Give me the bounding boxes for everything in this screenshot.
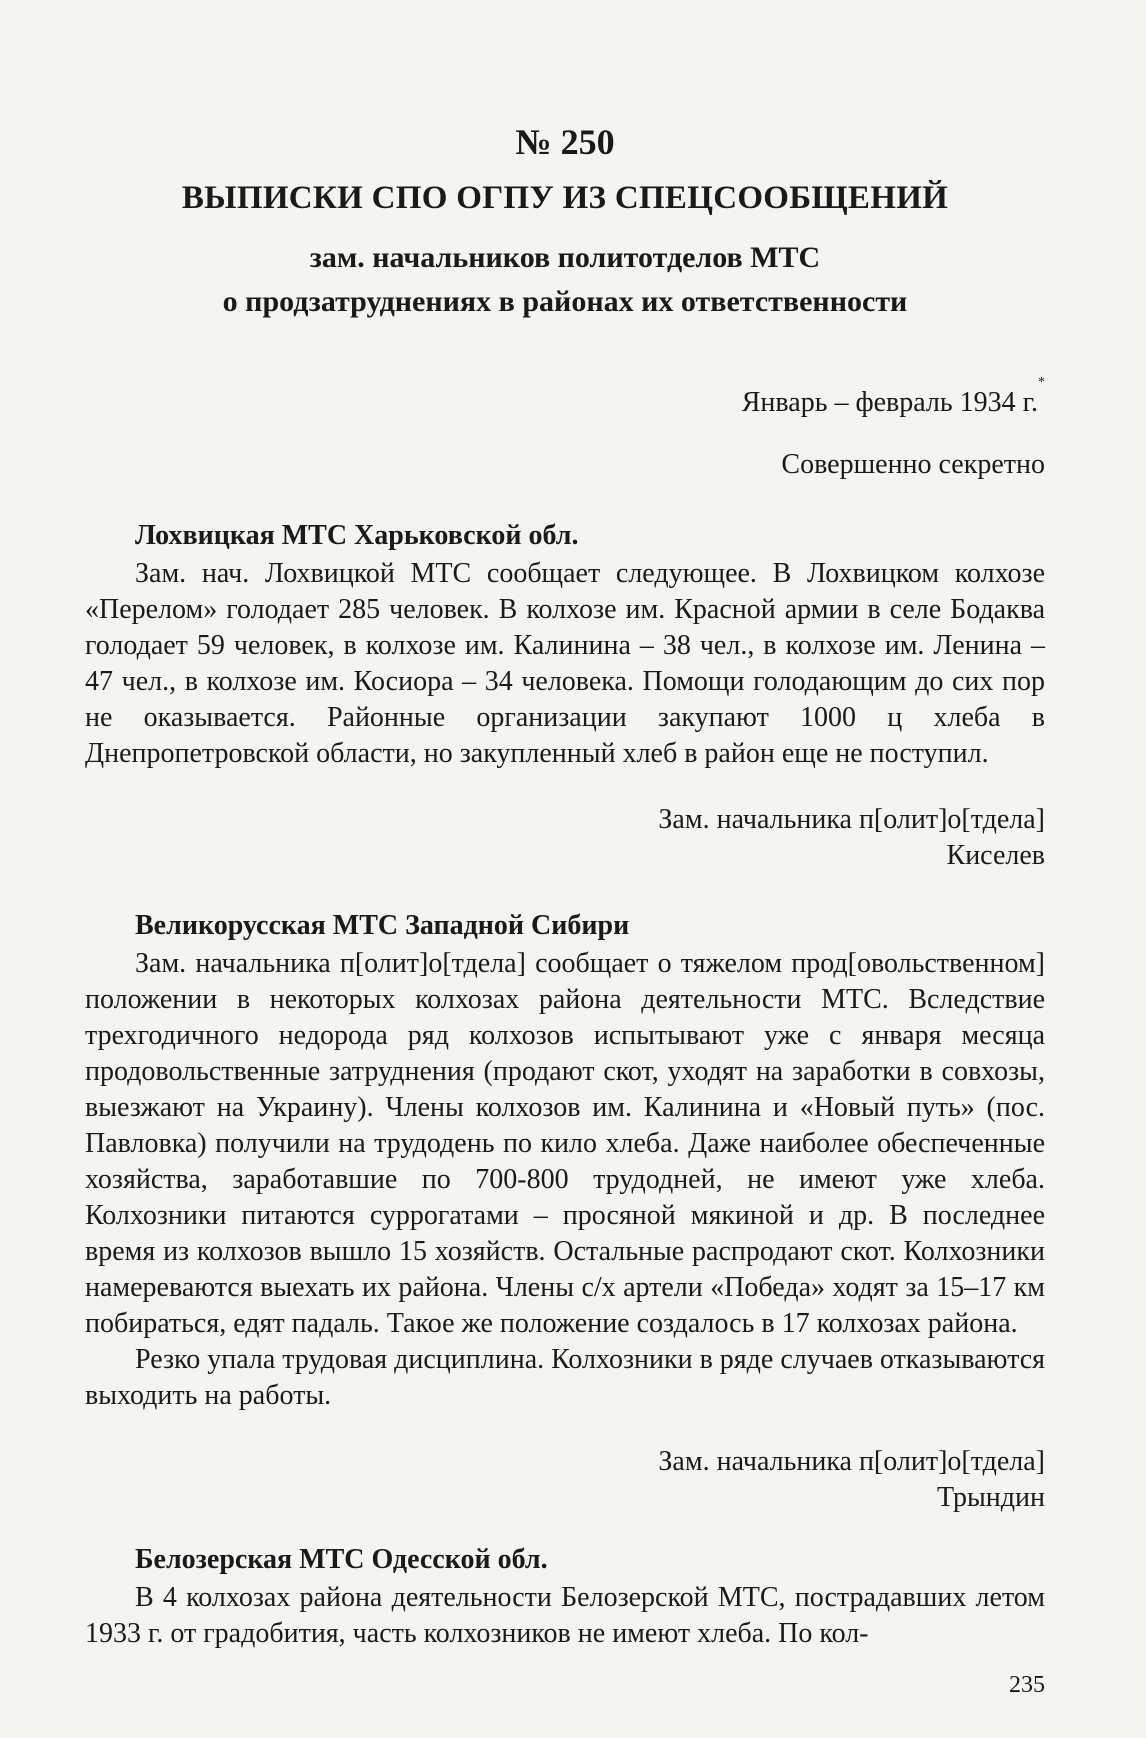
signature-title: Зам. начальника п[олит]о[тдела] (658, 1446, 1045, 1477)
signature-block (85, 1444, 1045, 1516)
subtitle-line: о продзатруднениях в районах их ответственности (222, 285, 908, 318)
section-heading: Великорусская МТС Западной Сибири (135, 910, 630, 941)
document-number: № 250 (515, 122, 615, 162)
section-paragraph: Зам. начальника п[олит]о[тдела] сообщает о тяжелом прод[овольственном] положении в некоторых колхозах района деятельности МТС. Вследствие трехгодичного недорода ряд колхозов испытывают уже с января месяца продовольственные затруднения (продают скот, уходят на заработки в совхозы, выезжают на Украину). Члены колхозов им. Калинина и «Новый путь» (пос. Павловка) получили на трудодень по кило хлеба. Даже наиболее обеспеченные хозяйства, заработавшие по 700-800 трудодней, не имеют уже хлеба. Колхозники питаются суррогатами – просяной мякиной и др. В последнее время из колхозов вышло 15 хозяйств. Остальные распродают скот. Колхозники намереваются выехать их района. Члены с/х артели «Победа» ходят за 15–17 км побираться, едят падаль. Такое же положение создалось в 17 колхозах района. (85, 948, 1045, 1339)
document-date (741, 375, 1045, 421)
section-paragraph: Резко упала трудовая дисциплина. Колхозники в ряде случаев отказываются выходить на работы. (85, 1344, 1045, 1411)
document-subtitle (85, 236, 1045, 324)
date-text: Январь – февраль 1934 г. (741, 387, 1038, 418)
signature-name: Киселев (946, 840, 1045, 871)
section-velikorusskaya (85, 908, 1045, 1516)
signature-name: Трындин (936, 1482, 1045, 1513)
section-lokhvitskaya (85, 518, 1045, 874)
section-heading: Белозерская МТС Одесской обл. (135, 1544, 548, 1575)
document-page (85, 0, 1045, 1738)
signature-title: Зам. начальника п[олит]о[тдела] (658, 804, 1045, 835)
section-paragraph: В 4 колхозах района деятельности Белозерской МТС, пострадавших летом 1933 г. от градобития, часть колхозников не имеют хлеба. По кол- (85, 1582, 1045, 1649)
subtitle-line: зам. начальников политотделов МТС (309, 241, 821, 274)
classification-stamp: Совершенно секретно (781, 449, 1045, 480)
section-paragraph: Зам. нач. Лохвицкой МТС сообщает следующее. В Лохвицком колхозе «Перелом» голодает 285 человек. В колхозе им. Красной армии в селе Бодаква голодает 59 человек, в колхозе им. Калинина – 38 чел., в колхозе им. Ленина – 47 чел., в колхозе им. Косиора – 34 человека. Помощи голодающим до сих пор не оказывается. Районные организации закупают 1000 ц хлеба в Днепропетровской области, но закупленный хлеб в район еще не поступил. (85, 558, 1045, 769)
document-title: ВЫПИСКИ СПО ОГПУ ИЗ СПЕЦСООБЩЕНИЙ (181, 180, 949, 216)
section-belozerskaya (85, 1542, 1045, 1652)
footnote-mark: * (1038, 375, 1045, 390)
signature-block (85, 802, 1045, 874)
section-heading: Лохвицкая МТС Харьковской обл. (135, 520, 579, 551)
page-number: 235 (1009, 1672, 1045, 1698)
